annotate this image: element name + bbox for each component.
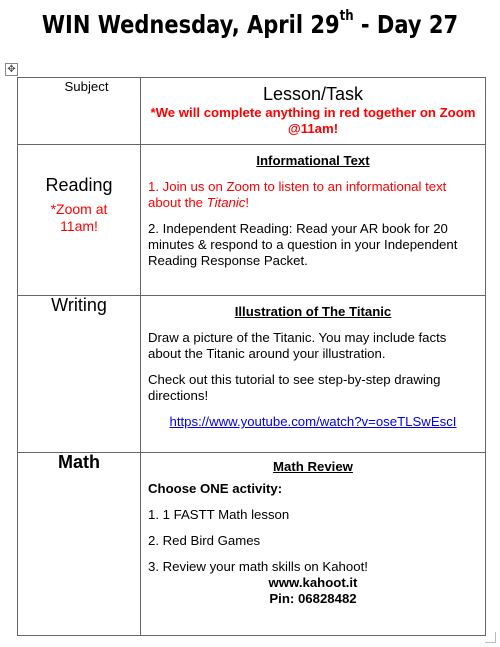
math-subject-cell — [18, 453, 141, 636]
reading-zoom-note: *Zoom at 11am! — [50, 201, 108, 234]
math-heading: Math Review — [273, 459, 353, 474]
header-subject: Subject — [64, 79, 109, 94]
page-corner-mark — [485, 632, 496, 643]
reading-task-cell — [141, 145, 486, 296]
math-row — [18, 453, 486, 636]
header-task-cell — [141, 78, 486, 145]
writing-task-cell — [141, 296, 486, 453]
math-item-1: 1. 1 FASTT Math lesson — [148, 507, 290, 522]
header-task-note: *We will complete anything in red together on Zoom @11am! — [150, 105, 476, 136]
reading-item-1-italic: Titanic — [206, 195, 246, 210]
page-title — [40, 10, 460, 39]
reading-row — [18, 145, 486, 296]
reading-heading: Informational Text — [256, 153, 370, 168]
reading-item-1-end: ! — [245, 195, 250, 210]
reading-subject-cell — [18, 145, 141, 296]
writing-subject-cell — [18, 296, 141, 453]
kahoot-site: www.kahoot.it — [268, 575, 358, 590]
header-subject-cell — [18, 78, 141, 145]
writing-subject: Writing — [51, 295, 107, 315]
reading-item-1 — [148, 179, 478, 211]
math-item-3: 3. Review your math skills on Kahoot! — [148, 559, 368, 574]
writing-heading: Illustration of The Titanic — [234, 304, 392, 319]
kahoot-pin: Pin: 06828482 — [269, 591, 357, 606]
move-cross-icon[interactable]: ✥ — [5, 63, 18, 76]
math-choose-activity: Choose ONE activity: — [148, 481, 283, 496]
writing-paragraph-2: Check out this tutorial to see step-by-step drawing directions! — [148, 372, 441, 403]
math-task-cell — [141, 453, 486, 636]
math-subject: Math — [58, 452, 100, 472]
reading-item-2: 2. Independent Reading: Read your AR book for 20 minutes & respond to a question in your Independent Reading Response Packet. — [148, 221, 458, 268]
writing-paragraph-1: Draw a picture of the Titanic. You may include facts about the Titanic around your illustration. — [148, 330, 447, 361]
title-text: WIN Wednesday, April 29 — [41, 10, 340, 39]
math-item-2: 2. Red Bird Games — [148, 533, 261, 548]
writing-row — [18, 296, 486, 453]
youtube-tutorial-link[interactable]: https://www.youtube.com/watch?v=oseTLSwEscI — [169, 414, 457, 429]
header-task-title: Lesson/Task — [262, 84, 364, 104]
reading-subject: Reading — [45, 175, 113, 195]
header-row — [18, 78, 486, 145]
lesson-table — [17, 77, 486, 636]
title-day: - Day 27 — [353, 10, 459, 39]
reading-item-1-text: 1. Join us on Zoom to listen to an informational text about the — [148, 179, 447, 210]
title-superscript: th — [339, 8, 354, 24]
